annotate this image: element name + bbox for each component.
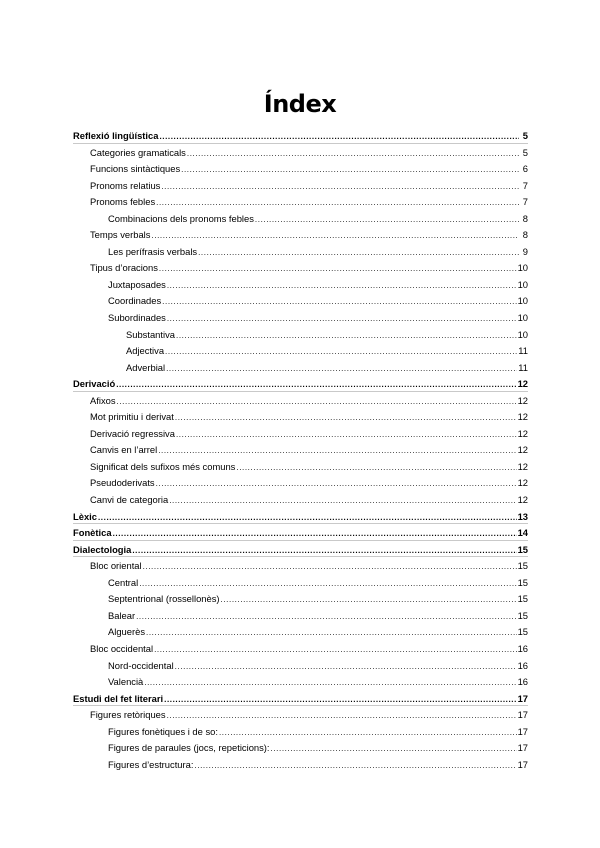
dot-leader	[156, 195, 519, 212]
dot-leader	[271, 741, 517, 758]
toc-entry[interactable]	[73, 575, 528, 592]
toc-entry-label: Bloc oriental	[90, 560, 142, 572]
dot-leader	[166, 361, 517, 378]
toc-entry[interactable]	[73, 542, 528, 559]
toc-page-number: 5	[522, 146, 528, 158]
toc-page-number: 15	[517, 576, 528, 588]
toc-entry[interactable]	[73, 161, 528, 178]
toc-entry-label: Balear	[108, 609, 136, 621]
toc-page-number: 12	[517, 427, 528, 439]
toc-entry-label: Canvis en l’arrel	[90, 444, 158, 456]
dot-leader	[219, 725, 517, 742]
dot-leader	[161, 179, 519, 196]
toc-entry[interactable]	[73, 757, 528, 774]
toc-entry[interactable]	[73, 128, 528, 145]
dot-leader	[165, 344, 517, 361]
toc-entry-label: Figures d’estructura:	[108, 758, 194, 770]
toc-page-number: 14	[517, 527, 528, 539]
dot-leader	[156, 476, 517, 493]
dot-leader	[175, 659, 517, 676]
toc-entry-label: Bloc occidental	[90, 642, 154, 654]
toc-entry-label: Figures retòriques	[90, 709, 166, 721]
toc-entry[interactable]	[73, 360, 528, 377]
dot-leader	[181, 162, 519, 179]
toc-page-number: 12	[517, 378, 528, 390]
toc-entry[interactable]	[73, 691, 528, 708]
toc-entry-label: Valencià	[108, 676, 144, 688]
toc-page-number: 10	[517, 278, 528, 290]
toc-entry-label: Les perífrasis verbals	[108, 245, 198, 257]
toc-page-number: 17	[517, 758, 528, 770]
toc-page-number: 12	[517, 460, 528, 472]
toc-entry-label: Estudi del fet literari	[73, 692, 164, 704]
table-of-contents	[73, 128, 528, 773]
toc-entry[interactable]	[73, 509, 528, 526]
toc-entry-label: Mot primitiu i derivat	[90, 411, 174, 423]
dot-leader	[169, 493, 516, 510]
toc-entry[interactable]	[73, 558, 528, 575]
toc-entry-label: Dialectologia	[73, 543, 132, 555]
toc-entry[interactable]	[73, 459, 528, 476]
toc-entry-label: Derivació regressiva	[90, 427, 175, 439]
toc-entry[interactable]	[73, 658, 528, 675]
dot-leader	[154, 642, 517, 659]
toc-page-number: 12	[517, 411, 528, 423]
dot-leader	[167, 311, 517, 328]
toc-entry-label: Reflexió lingüística	[73, 130, 159, 141]
toc-entry[interactable]	[73, 409, 528, 426]
toc-page-number: 12	[517, 494, 528, 506]
toc-entry[interactable]	[73, 525, 528, 542]
toc-entry-label: Pronoms relatius	[90, 179, 161, 191]
toc-page-number: 12	[517, 444, 528, 456]
toc-entry-label: Lèxic	[73, 510, 97, 522]
toc-entry[interactable]	[73, 343, 528, 360]
dot-leader	[167, 278, 517, 295]
toc-page-number: 17	[517, 692, 528, 704]
toc-page-number: 16	[517, 642, 528, 654]
toc-page-number: 11	[518, 361, 528, 373]
toc-entry-label: Alguerès	[108, 626, 146, 638]
toc-entry[interactable]	[73, 293, 528, 310]
dot-leader	[158, 443, 516, 460]
toc-page-number: 10	[517, 295, 528, 307]
toc-page-number: 6	[522, 163, 528, 175]
toc-page-number: 17	[517, 709, 528, 721]
toc-page-number: 8	[522, 212, 528, 224]
toc-entry[interactable]	[73, 624, 528, 641]
toc-entry[interactable]	[73, 327, 528, 344]
toc-entry[interactable]	[73, 376, 528, 393]
toc-entry[interactable]	[73, 194, 528, 211]
toc-entry[interactable]	[73, 211, 528, 228]
toc-page-number: 5	[522, 130, 528, 141]
dot-leader	[221, 592, 517, 609]
toc-entry-label: Adverbial	[126, 361, 166, 373]
toc-page-number: 7	[522, 196, 528, 208]
toc-entry[interactable]	[73, 393, 528, 410]
toc-entry[interactable]	[73, 740, 528, 757]
toc-entry-label: Tipus d’oracions	[90, 262, 158, 274]
dot-leader	[175, 410, 517, 427]
dot-leader	[176, 427, 517, 444]
toc-entry[interactable]	[73, 674, 528, 691]
toc-page-number: 15	[517, 560, 528, 572]
toc-entry-label: Combinacions dels pronoms febles	[108, 212, 254, 224]
toc-entry-label: Adjectiva	[126, 345, 165, 357]
toc-entry-label: Figures fonètiques i de so:	[108, 725, 218, 737]
toc-entry[interactable]	[73, 426, 528, 443]
dot-leader	[144, 675, 516, 692]
entry-underline	[73, 523, 528, 524]
dot-leader	[136, 609, 516, 626]
dot-leader	[194, 758, 516, 775]
dot-leader	[146, 625, 517, 642]
entry-underline	[73, 391, 528, 392]
dot-leader	[176, 328, 517, 345]
toc-page-number: 17	[517, 725, 528, 737]
toc-entry-label: Nord-occidental	[108, 659, 174, 671]
toc-page-number: 15	[517, 543, 528, 555]
toc-page-number: 16	[517, 676, 528, 688]
toc-entry[interactable]	[73, 591, 528, 608]
toc-entry[interactable]	[73, 641, 528, 658]
toc-entry-label: Central	[108, 576, 139, 588]
toc-entry[interactable]	[73, 178, 528, 195]
toc-page-number: 10	[517, 262, 528, 274]
toc-entry-label: Afixos	[90, 394, 116, 406]
toc-entry[interactable]	[73, 608, 528, 625]
toc-entry-label: Pronoms febles	[90, 196, 156, 208]
toc-page-number: 15	[517, 626, 528, 638]
toc-entry[interactable]	[73, 724, 528, 741]
dot-leader	[117, 394, 517, 411]
dot-leader	[139, 576, 516, 593]
toc-page-number: 9	[522, 245, 528, 257]
toc-entry[interactable]	[73, 260, 528, 277]
toc-entry[interactable]	[73, 277, 528, 294]
dot-leader	[151, 228, 519, 245]
dot-leader	[255, 212, 519, 229]
toc-entry-label: Temps verbals	[90, 229, 151, 241]
dot-leader	[167, 708, 517, 725]
toc-page-number: 15	[517, 593, 528, 605]
toc-page-number: 16	[517, 659, 528, 671]
entry-underline	[73, 540, 528, 541]
toc-page-number: 13	[517, 510, 528, 522]
toc-entry[interactable]	[73, 475, 528, 492]
toc-entry-label: Substantiva	[126, 328, 175, 340]
toc-entry[interactable]	[73, 310, 528, 327]
toc-page-number: 7	[522, 179, 528, 191]
toc-entry-label: Subordinades	[108, 312, 166, 324]
dot-leader	[162, 294, 516, 311]
toc-entry-label: Pseudoderivats	[90, 477, 155, 489]
toc-entry-label: Funcions sintàctiques	[90, 163, 181, 175]
toc-page-number: 12	[517, 394, 528, 406]
toc-entry-label: Significat dels sufixos més comuns	[90, 460, 236, 472]
entry-underline	[73, 556, 528, 557]
toc-entry-label: Figures de paraules (jocs, repeticions):	[108, 742, 270, 754]
dot-leader	[159, 261, 517, 278]
toc-page-number: 8	[522, 229, 528, 241]
toc-entry[interactable]	[73, 227, 528, 244]
toc-entry-label: Juxtaposades	[108, 278, 166, 290]
toc-page-number: 10	[517, 328, 528, 340]
dot-leader	[143, 559, 517, 576]
toc-page-number: 15	[517, 609, 528, 621]
page-title: Índex	[263, 90, 337, 118]
toc-page-number: 10	[517, 312, 528, 324]
entry-underline	[73, 143, 528, 144]
toc-entry-label: Derivació	[73, 378, 116, 390]
entry-underline	[73, 705, 528, 706]
toc-entry-label: Categories gramaticals	[90, 146, 186, 158]
dot-leader	[187, 146, 519, 163]
toc-page-number: 12	[517, 477, 528, 489]
toc-entry[interactable]	[73, 442, 528, 459]
dot-leader	[198, 245, 519, 262]
toc-entry[interactable]	[73, 492, 528, 509]
toc-entry[interactable]	[73, 244, 528, 261]
toc-entry-label: Septentrional (rossellonès)	[108, 593, 220, 605]
toc-entry[interactable]	[73, 707, 528, 724]
toc-page-number: 11	[518, 345, 528, 357]
toc-entry-label: Canvi de categoria	[90, 494, 169, 506]
toc-entry-label: Coordinades	[108, 295, 162, 307]
dot-leader	[236, 460, 516, 477]
toc-page-number: 17	[517, 742, 528, 754]
toc-entry-label: Fonètica	[73, 527, 112, 539]
toc-entry[interactable]	[73, 145, 528, 162]
